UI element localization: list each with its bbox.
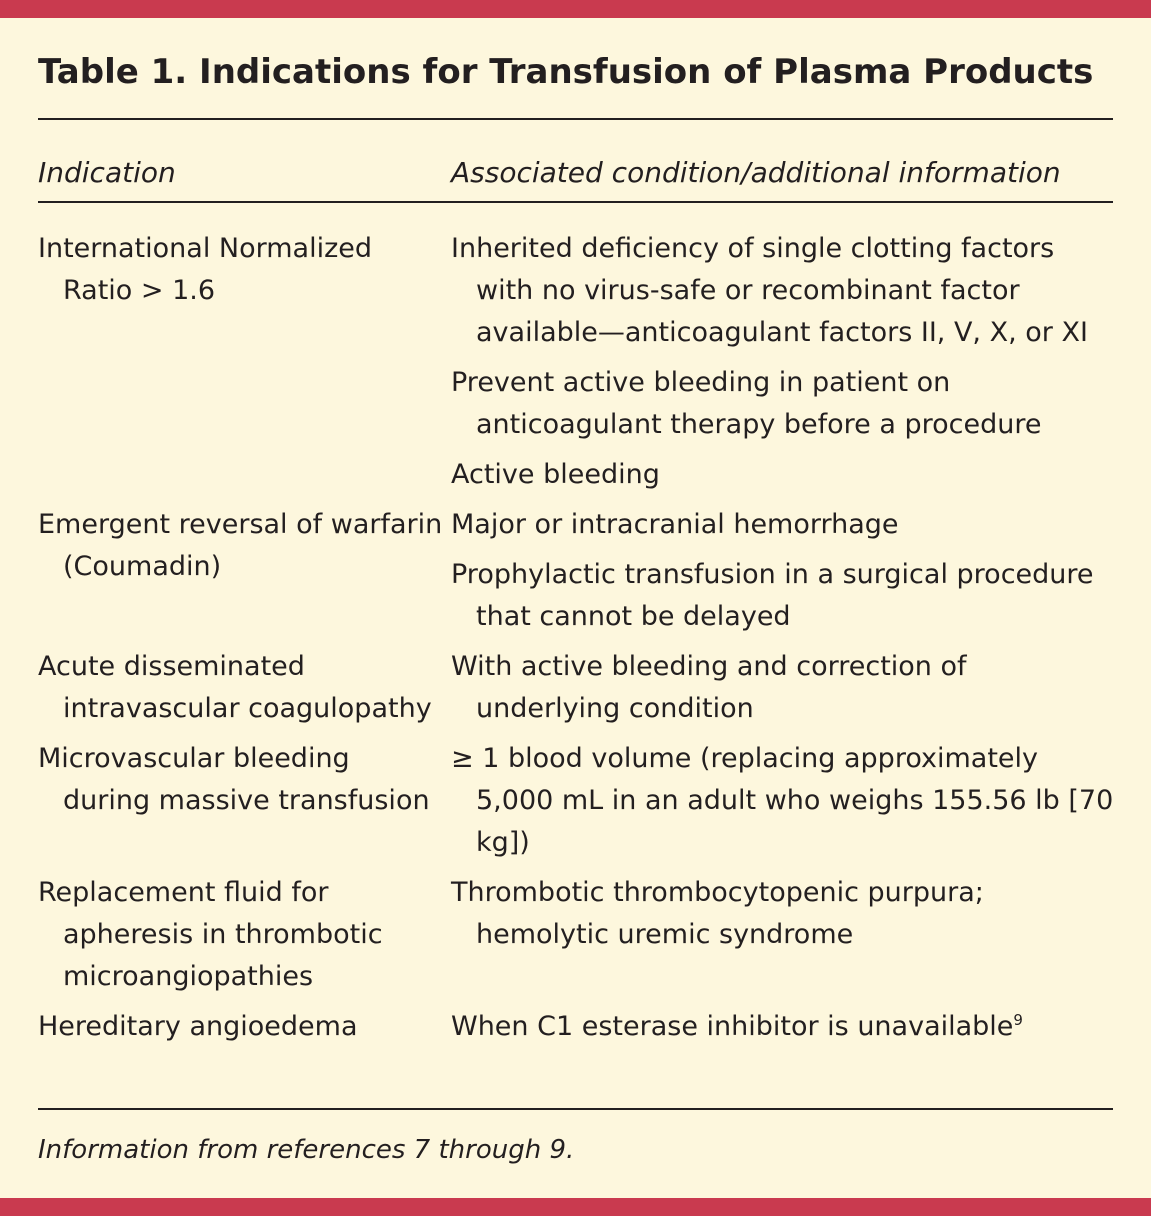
bottom-accent-bar: [0, 1198, 1151, 1216]
top-accent-bar: [0, 0, 1151, 18]
condition-text: Prevent active bleeding in patient on anticoagulant therapy before a procedure: [451, 367, 1042, 440]
footnote: Information from references 7 through 9.: [38, 1135, 575, 1165]
condition-cell: [451, 738, 1118, 864]
condition-cell: [451, 646, 1118, 730]
table-row: [38, 646, 1118, 730]
indication-text: Hereditary angioedema: [38, 1011, 358, 1042]
indication-text: Microvascular bleeding during massive transfusion: [38, 743, 430, 816]
indication-cell: [38, 738, 451, 864]
header-rule: [38, 201, 1113, 203]
indication-cell: [38, 872, 451, 998]
condition-text: Prophylactic transfusion in a surgical procedure that cannot be delayed: [451, 559, 1094, 632]
condition-text: Active bleeding: [451, 459, 660, 490]
indication-cell: [38, 1006, 451, 1048]
table-row: [38, 228, 1118, 496]
condition-text: [451, 1006, 1116, 1048]
reference-superscript: 9: [1013, 1011, 1023, 1029]
condition-cell: [451, 872, 1118, 998]
footer-rule: [38, 1108, 1113, 1110]
condition-text-body: When C1 esterase inhibitor is unavailable: [451, 1011, 1014, 1042]
table-row: [38, 504, 1118, 638]
condition-cell: [451, 1006, 1118, 1048]
condition-text: ≥ 1 blood volume (replacing approximately 5,000 mL in an adult who weighs 155.56 lb [70 kg]): [451, 743, 1114, 858]
condition-text: With active bleeding and correction of underlying condition: [451, 651, 967, 724]
indication-text: Replacement fluid for apheresis in thrombotic microangiopathies: [38, 877, 383, 992]
condition-cell: [451, 504, 1118, 638]
indication-cell: [38, 646, 451, 730]
indication-text: International Normalized Ratio > 1.6: [38, 233, 373, 306]
condition-text: Major or intracranial hemorrhage: [451, 509, 899, 540]
table-row: [38, 1006, 1118, 1048]
indication-cell: [38, 228, 451, 496]
table-title: Table 1. Indications for Transfusion of Plasma Products: [38, 52, 1094, 92]
title-rule: [38, 118, 1113, 120]
column-header-indication: Indication: [38, 156, 176, 189]
column-header-condition: Associated condition/additional information: [451, 156, 1061, 189]
condition-cell: [451, 228, 1118, 496]
table-body: [38, 228, 1118, 1056]
condition-text: Inherited deficiency of single clotting factors with no virus-safe or recombinant factor available—anticoagulant factors II, V, X, or XI: [451, 233, 1088, 348]
indication-cell: [38, 504, 451, 638]
indication-text: Acute disseminated intravascular coagulopathy: [38, 651, 432, 724]
condition-text: Thrombotic thrombocytopenic purpura; hemolytic uremic syndrome: [451, 877, 984, 950]
table-row: [38, 872, 1118, 998]
indication-text: Emergent reversal of warfarin (Coumadin): [38, 509, 443, 582]
table-row: [38, 738, 1118, 864]
